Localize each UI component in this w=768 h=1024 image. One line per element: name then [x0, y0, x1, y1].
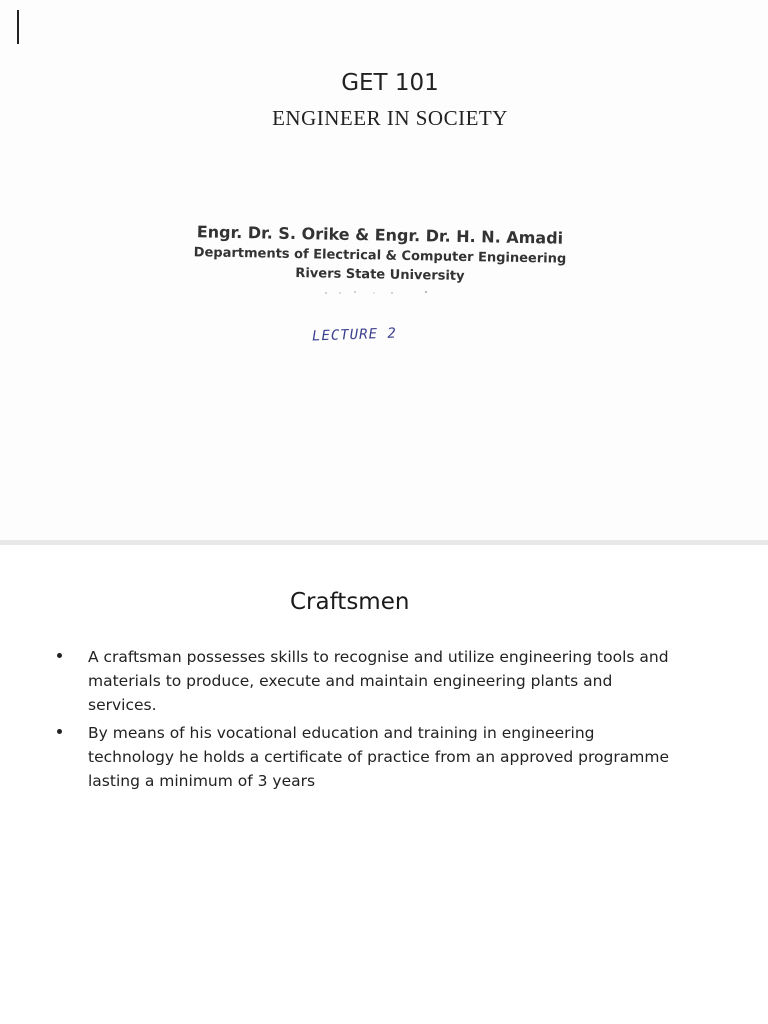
- bullet-list: [57, 645, 677, 797]
- list-item: [57, 645, 677, 717]
- department: Departments of Electrical & Computer Engineering: [193, 245, 567, 267]
- slide-title: Craftsmen: [290, 589, 410, 615]
- pen-mark: [17, 10, 19, 44]
- university: Rivers State University: [295, 266, 465, 284]
- bullet-text: By means of his vocational education and training in engineering technology he holds a certificate of practice from an approved programme lasting a minimum of 3 years: [88, 724, 669, 790]
- bullet-icon: [57, 729, 62, 734]
- course-code: GET 101: [341, 70, 439, 96]
- authors: Engr. Dr. S. Orike & Engr. Dr. H. N. Amadi: [196, 222, 564, 248]
- list-item: [57, 721, 677, 793]
- handwritten-lecture-note: LECTURE 2: [311, 325, 398, 345]
- bullet-text: A craftsman possesses skills to recognise and utilize engineering tools and materials to produce, execute and maintain engineering plants and services.: [88, 648, 669, 714]
- bullet-icon: [57, 653, 62, 658]
- scan-specks: [322, 290, 432, 296]
- course-title: ENGINEER IN SOCIETY: [272, 106, 508, 130]
